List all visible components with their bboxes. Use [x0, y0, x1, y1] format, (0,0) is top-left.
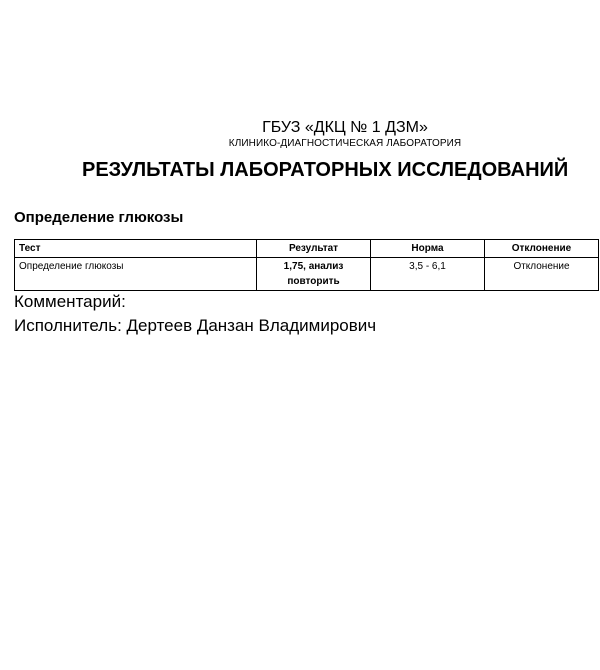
cell-deviation: Отклонение: [485, 258, 599, 291]
column-header-result: Результат: [257, 240, 371, 258]
column-header-test: Тест: [15, 240, 257, 258]
column-header-deviation: Отклонение: [485, 240, 599, 258]
cell-result: 1,75, анализ повторить: [257, 258, 371, 291]
table-header-row: [15, 240, 599, 258]
cell-norm: 3,5 - 6,1: [371, 258, 485, 291]
section-title: Определение глюкозы: [14, 209, 184, 226]
organization-name: ГБУЗ «ДКЦ № 1 ДЗМ»: [262, 119, 428, 136]
table-row: [15, 258, 599, 291]
results-table: [14, 239, 599, 291]
performer-line: Исполнитель: Дертеев Данзан Владимирович: [14, 316, 377, 335]
cell-test: Определение глюкозы: [15, 258, 257, 291]
comment-label: Комментарий:: [14, 292, 126, 311]
organization-subtitle: КЛИНИКО-ДИАГНОСТИЧЕСКАЯ ЛАБОРАТОРИЯ: [228, 138, 462, 149]
column-header-norm: Норма: [371, 240, 485, 258]
report-title: РЕЗУЛЬТАТЫ ЛАБОРАТОРНЫХ ИССЛЕДОВАНИЙ: [82, 159, 569, 181]
